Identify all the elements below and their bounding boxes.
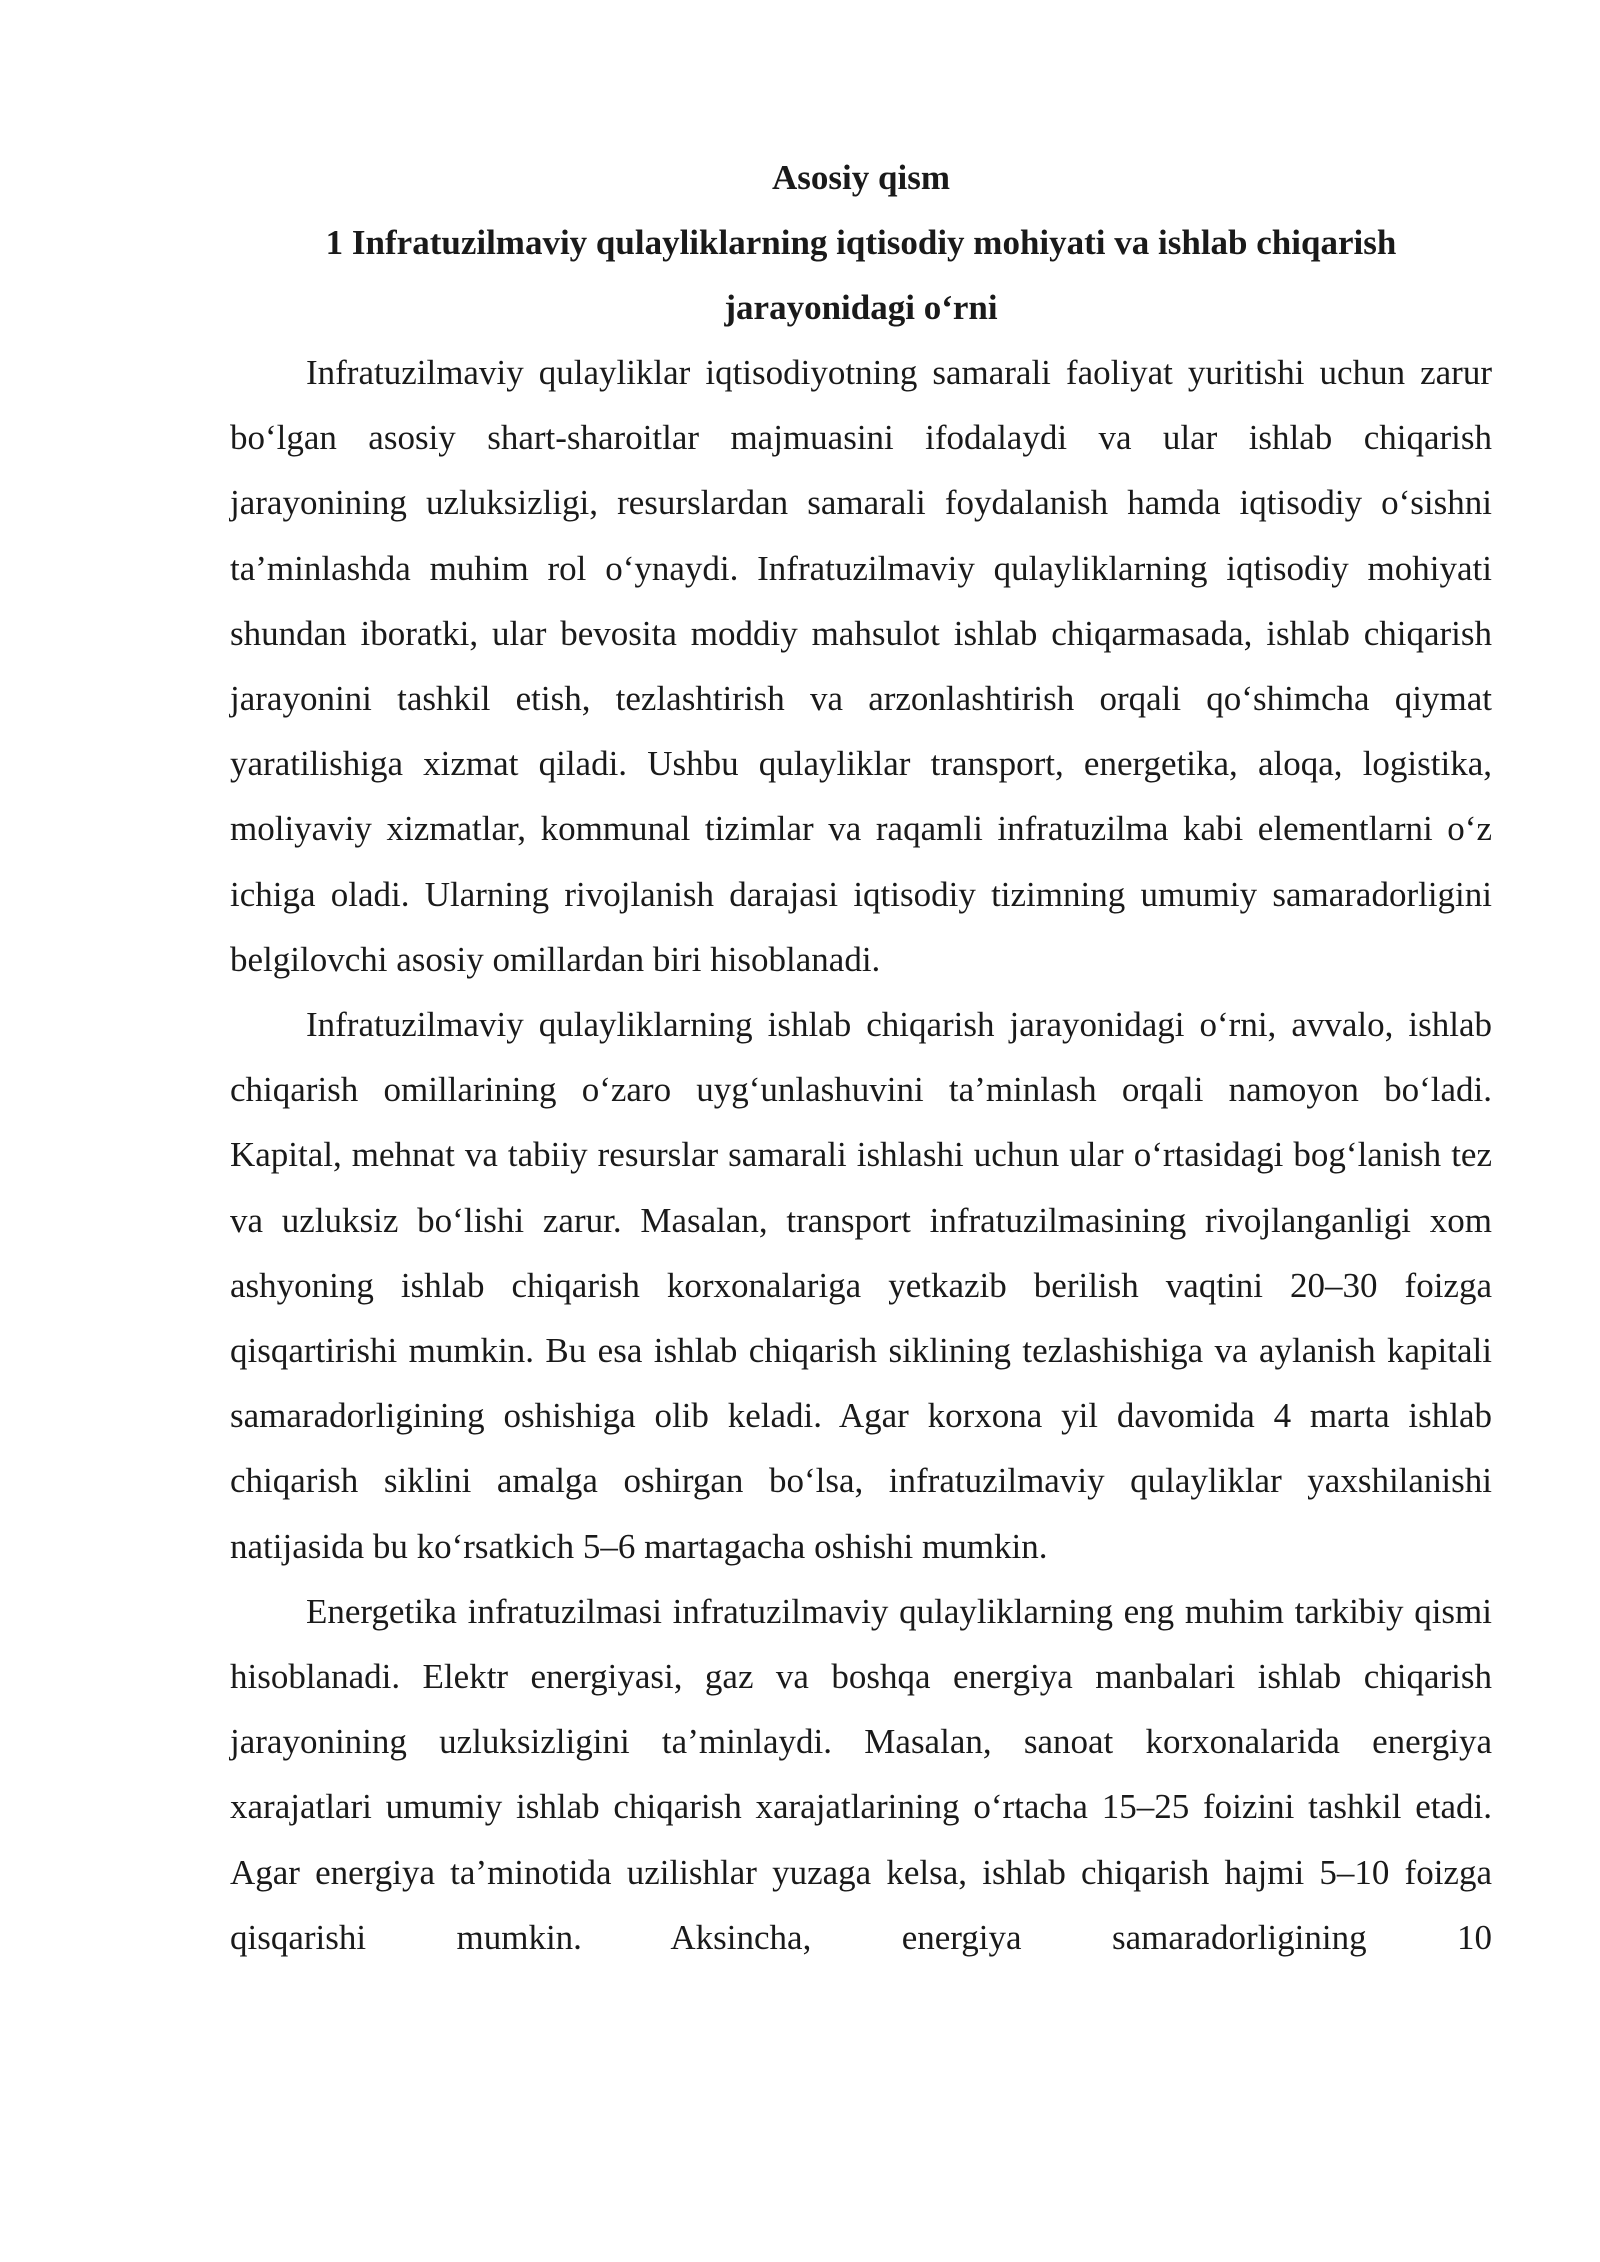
document-page [230, 145, 1492, 1970]
chapter-title: 1 Infratuzilmaviy qulayliklarning iqtisodiy mohiyati va ishlab chiqarish jarayonidagi o‘rni [325, 223, 1397, 327]
paragraph: Energetika infratuzilmasi infratuzilmaviy qulayliklarning eng muhim tarkibiy qismi hisoblanadi. Elektr energiyasi, gaz va boshqa energiya manbalari ishlab chiqarish jarayonining uzluksizligini ta’minlaydi. Masalan, sanoat korxonalarida energiya xarajatlari umumiy ishlab chiqarish xarajatlarining o‘rtacha 15–25 foizini tashkil etadi. Agar energiya ta’minotida uzilishlar yuzaga kelsa, ishlab chiqarish hajmi 5–10 foizga qisqarishi mumkin. Aksincha, energiya samaradorligining 10 [230, 1591, 1492, 1957]
paragraph: Infratuzilmaviy qulayliklar iqtisodiyotning samarali faoliyat yuritishi uchun zarur bo‘lgan asosiy shart-sharoitlar majmuasini ifodalaydi va ular ishlab chiqarish jarayonining uzluksizligi, resurslardan samarali foydalanish hamda iqtisodiy o‘sishni ta’minlashda muhim rol o‘ynaydi. Infratuzilmaviy qulayliklarning iqtisodiy mohiyati shundan iboratki, ular bevosita moddiy mahsulot ishlab chiqarmasada, ishlab chiqarish jarayonini tashkil etish, tezlashtirish va arzonlashtirish orqali qo‘shimcha qiymat yaratilishiga xizmat qiladi. Ushbu qulayliklar transport, energetika, aloqa, logistika, moliyaviy xizmatlar, kommunal tizimlar va raqamli infratuzilma kabi elementlarni o‘z ichiga oladi. Ularning rivojlanish darajasi iqtisodiy tizimning umumiy samaradorligini belgilovchi asosiy omillardan biri hisoblanadi. [230, 353, 1492, 979]
section-title: Asosiy qism [772, 158, 950, 197]
paragraph: Infratuzilmaviy qulayliklarning ishlab chiqarish jarayonidagi o‘rni, avvalo, ishlab chiqarish omillarining o‘zaro uyg‘unlashuvini ta’minlash orqali namoyon bo‘ladi. Kapital, mehnat va tabiiy resurslar samarali ishlashi uchun ular o‘rtasidagi bog‘lanish tez va uzluksiz bo‘lishi zarur. Masalan, transport infratuzilmasining rivojlanganligi xom ashyoning ishlab chiqarish korxonalariga yetkazib berilish vaqtini 20–30 foizga qisqartirishi mumkin. Bu esa ishlab chiqarish siklining tezlashishiga va aylanish kapitali samaradorligining oshishiga olib keladi. Agar korxona yil davomida 4 marta ishlab chiqarish siklini amalga oshirgan bo‘lsa, infratuzilmaviy qulayliklar yaxshilanishi natijasida bu ko‘rsatkich 5–6 martagacha oshishi mumkin. [230, 1005, 1492, 1566]
